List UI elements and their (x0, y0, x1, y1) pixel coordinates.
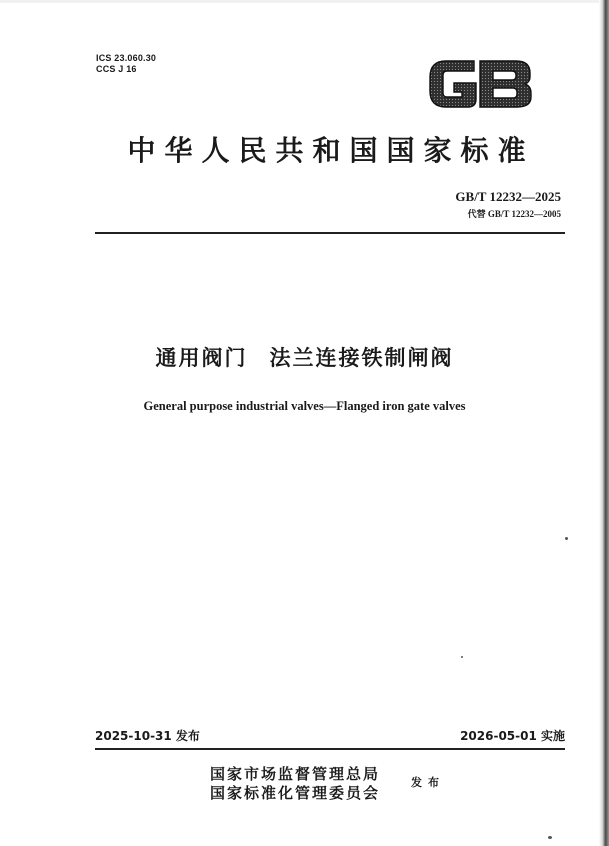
ics-code: ICS 23.060.30 (96, 53, 157, 63)
standard-number: GB/T 12232—2025 (455, 189, 561, 204)
footer-divider (95, 748, 565, 750)
publish-date: 2025-10-31 发布 (95, 729, 200, 743)
gb-logo-icon (424, 53, 536, 115)
scan-edge-right (599, 0, 609, 846)
scan-speck (565, 537, 568, 540)
classification-codes (96, 53, 156, 75)
title-zh-part1: 通用阀门 (155, 346, 248, 370)
scan-speck (548, 836, 552, 839)
standard-category-title: 中华人民共和国国家标准 (127, 134, 535, 167)
ccs-code: CCS J 16 (96, 64, 137, 74)
issued-label: 发布 (411, 776, 445, 789)
issuer-line-2: 国家标准化管理委员会 (210, 784, 381, 802)
scan-speck (461, 656, 463, 658)
issuing-authorities (210, 765, 380, 803)
implementation-date: 2026-05-01 实施 (460, 729, 565, 743)
document-title-zh (0, 342, 609, 372)
replaces-standard: 代替 GB/T 12232—2005 (467, 209, 561, 219)
issuer-line-1: 国家市场监督管理总局 (210, 765, 381, 783)
scan-edge-top (0, 0, 600, 3)
title-zh-part2: 法兰连接铁制闸阀 (269, 346, 454, 370)
header-divider (95, 232, 565, 234)
document-title-en: General purpose industrial valves—Flanged iron gate valves (143, 399, 466, 413)
